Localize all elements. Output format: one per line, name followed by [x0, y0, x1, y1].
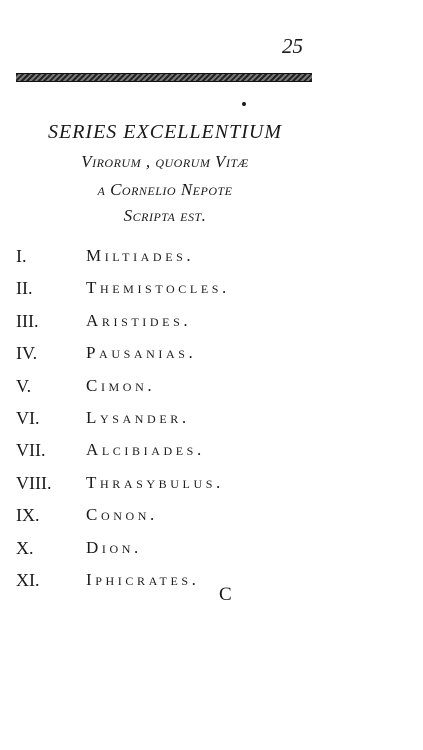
list-item	[16, 376, 316, 408]
roman-numeral: I.	[16, 246, 27, 266]
person-name: Thrasybulus.	[86, 472, 224, 492]
list-item	[16, 570, 316, 602]
ink-speck	[242, 102, 246, 106]
person-name: Cimon.	[86, 375, 156, 395]
roman-numeral: IV.	[16, 343, 38, 364]
roman-numeral: VI.	[16, 407, 40, 428]
heading-line-4: Scripta est.	[123, 206, 207, 225]
list-item	[16, 311, 316, 343]
list-item	[16, 505, 316, 537]
roman-numeral: V.	[16, 375, 32, 396]
person-name: Conon.	[86, 505, 158, 525]
roman-numeral: II.	[16, 278, 33, 299]
roman-numeral: III.	[16, 310, 39, 331]
list-item	[16, 473, 316, 505]
roman-numeral: X.	[16, 537, 34, 558]
person-name: Iphicrates.	[86, 569, 200, 589]
person-name: Miltiades.	[86, 246, 195, 265]
roman-numeral: XI.	[16, 569, 40, 590]
list-item	[16, 246, 316, 278]
list-item	[16, 343, 316, 375]
person-name: Alcibiades.	[86, 440, 205, 460]
ornamental-rule	[16, 73, 312, 82]
list-item	[16, 408, 316, 440]
person-name: Lysander.	[86, 407, 190, 427]
heading-line-2: Virorum , quorum Vitæ	[81, 152, 249, 171]
person-name: Themistocles.	[86, 278, 230, 298]
list-item	[16, 278, 316, 310]
list-item	[16, 440, 316, 472]
person-name: Dion.	[86, 537, 142, 557]
roman-numeral: VIII.	[16, 472, 52, 493]
heading-line-1: SERIES EXCELLENTIUM	[48, 121, 282, 143]
list-item	[16, 538, 316, 570]
roman-numeral: IX.	[16, 505, 40, 526]
person-name: Pausanias.	[86, 343, 197, 363]
page-number: 25	[282, 34, 303, 58]
signature-mark: C	[219, 584, 232, 605]
biography-list	[16, 246, 316, 602]
person-name: Aristides.	[86, 310, 192, 330]
heading-line-3: a Cornelio Nepote	[97, 180, 233, 199]
roman-numeral: VII.	[16, 440, 46, 461]
